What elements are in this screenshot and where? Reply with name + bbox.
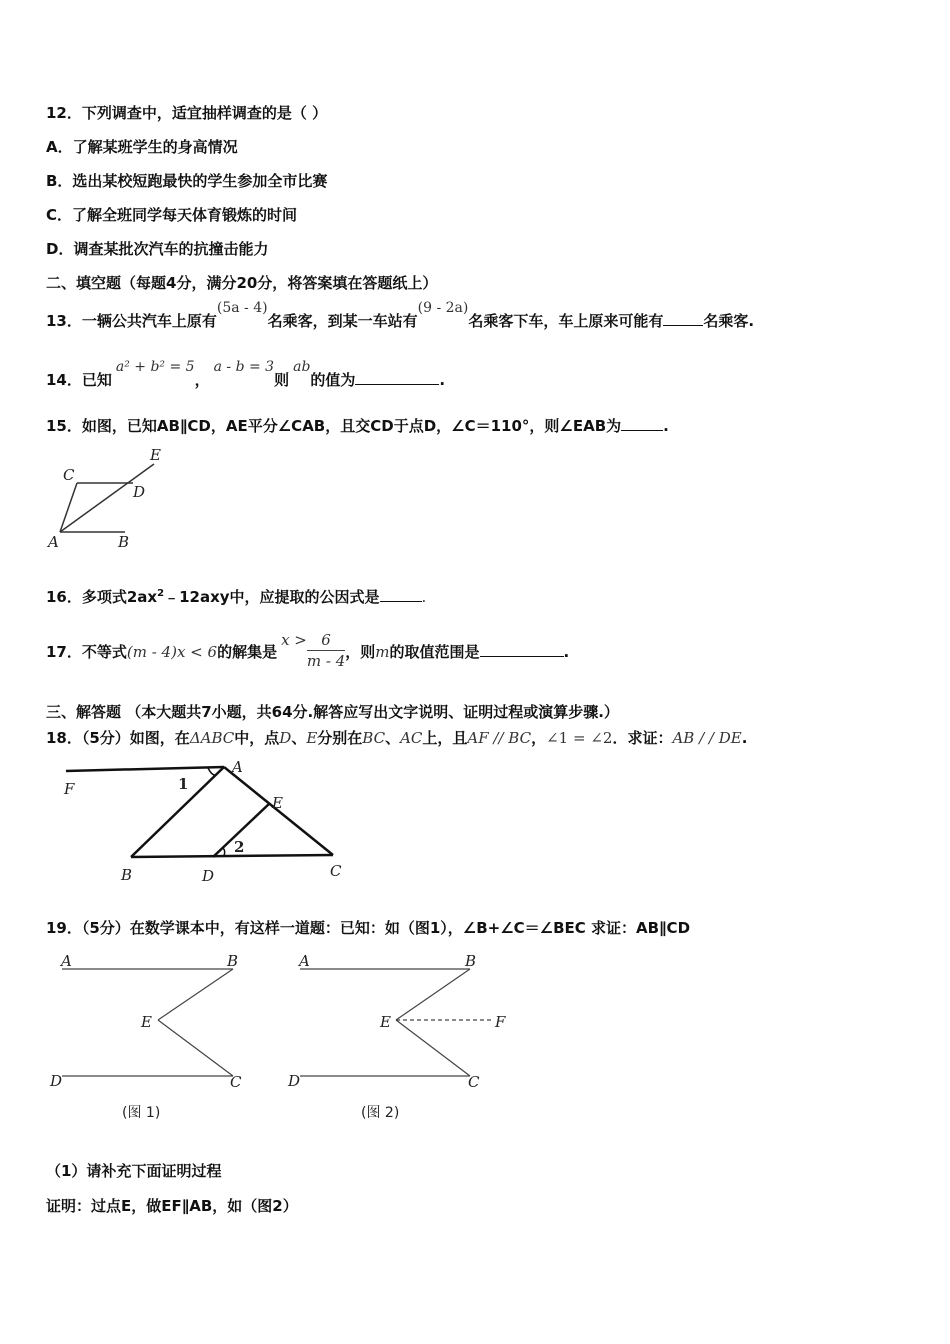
q19-fig2-label-e: E <box>380 1013 391 1031</box>
q17-end: . <box>563 643 570 661</box>
q18-sep-2: 、 <box>385 729 401 747</box>
q13-text-1: 13．一辆公共汽车上原有 <box>46 312 217 330</box>
q19-fig2-segment-ec <box>396 1020 470 1076</box>
q13-expr-2: (9 - 2a) <box>417 300 469 316</box>
q19-fig1-label-d: D <box>50 1072 63 1090</box>
q18-side-bc: BC <box>362 729 386 747</box>
q18-label-a: A <box>232 758 243 776</box>
q19-fig1-label-b: B <box>227 952 239 970</box>
q19-line: 19．（5分）在数学课本中，有这样一道题：已知：如（图1），∠B+∠C＝∠BEC 求证：AB∥CD <box>46 919 691 937</box>
q18-label-1: 1 <box>178 775 189 793</box>
q19-proof-line: 证明：过点E，做EF∥AB，如（图2） <box>46 1197 298 1215</box>
q19-fig1-caption: (图 1) <box>122 1105 161 1121</box>
q14-text-2: 则 <box>274 371 290 389</box>
q18-label-f: F <box>64 780 75 798</box>
q18-side-ac: AC <box>400 729 423 747</box>
q17-expr-1: (m - 4)x < 6 <box>126 643 218 661</box>
q18-end: . <box>741 729 748 747</box>
q15-label-d: D <box>133 483 146 501</box>
q16-end: . <box>421 588 427 606</box>
q19-fig1-label-e: E <box>141 1013 152 1031</box>
q14-text-1: 14．已知 <box>46 371 112 389</box>
q18-text-3: 分别在 <box>317 729 363 747</box>
q19-fig2-label-d: D <box>288 1072 301 1090</box>
q18-text-4: 上，且 <box>422 729 468 747</box>
q18-text-5: ．求证： <box>612 729 673 747</box>
q18-text-2: 中，点 <box>234 729 280 747</box>
q18-label-e: E <box>272 794 283 812</box>
q15-label-e: E <box>150 446 161 464</box>
q19-fig1-label-a: A <box>61 952 72 970</box>
q14-text-3: 的值为 <box>310 371 356 389</box>
q17-text-4: 的取值范围是 <box>389 643 480 661</box>
q17-text-2: 的解集是 <box>217 643 278 661</box>
q16-text-2: ﹣12axy中，应提取的公因式是 <box>164 588 380 606</box>
q15-end: . <box>663 417 669 435</box>
q17-var-m: m <box>375 643 390 661</box>
q18-label-2: 2 <box>234 838 245 856</box>
q19-fig1-label-c: C <box>230 1073 242 1091</box>
q13-expr-1: (5a - 4) <box>216 300 268 316</box>
q18-comma: ， <box>531 729 547 747</box>
q13-text-2: 名乘客，到某一车站有 <box>267 312 418 330</box>
q19-fig2-segment-be <box>396 969 470 1020</box>
q14-expr-3: ab <box>293 359 311 375</box>
q14-expr-2: a - b = 3 <box>213 359 275 375</box>
q18-point-e: E <box>306 729 318 747</box>
q18-label-d: D <box>202 867 215 885</box>
q19-fig2-label-f: F <box>495 1013 506 1031</box>
q13-text-3: 名乘客下车，车上原来可能有 <box>468 312 664 330</box>
q18-sep-1: 、 <box>291 729 307 747</box>
q13-text-4: 名乘客. <box>703 312 755 330</box>
q16-text-1: 16．多项式2ax <box>46 588 158 606</box>
q15-label-b: B <box>118 533 130 551</box>
q17-text-1: 17．不等式 <box>46 643 127 661</box>
q12-option-d: D．调查某批次汽车的抗撞击能力 <box>46 240 269 258</box>
q15-label-a: A <box>48 533 59 551</box>
q18-parallel-2: AB / / DE <box>672 729 742 747</box>
q17-lhs: x > <box>281 631 307 649</box>
q15-label-c: C <box>63 466 75 484</box>
q15-text: 15．如图，已知AB∥CD，AE平分∠CAB，且交CD于点D，∠C＝110°，则∠EAB为 <box>46 417 622 435</box>
q17-denominator: m - 4 <box>306 652 346 670</box>
q18-label-c: C <box>330 862 342 880</box>
q18-triangle: ΔABC <box>189 729 235 747</box>
q19-subquestion-1: （1）请补充下面证明过程 <box>46 1162 222 1180</box>
q19-fig2-caption: (图 2) <box>361 1105 400 1121</box>
q19-fig2-label-c: C <box>468 1073 480 1091</box>
q19-fig2-label-b: B <box>465 952 477 970</box>
q18-label-b: B <box>121 866 133 884</box>
q14-comma: ， <box>194 371 210 389</box>
q19-fig2-label-a: A <box>299 952 310 970</box>
q17-text-3: ，则 <box>345 643 376 661</box>
q18-angle-eq: ∠1 = ∠2 <box>546 729 613 747</box>
q18-text-1: 18．（5分）如图，在 <box>46 729 190 747</box>
q14-expr-1: a² + b² = 5 <box>115 359 195 375</box>
q16-superscript: 2 <box>157 588 165 599</box>
q18-point-d: D <box>279 729 292 747</box>
q14-text-4: . <box>439 371 446 389</box>
q17-numerator: 6 <box>307 630 345 651</box>
q12-option-a: A．了解某班学生的身高情况 <box>46 138 238 156</box>
q12-option-c: C．了解全班同学每天体育锻炼的时间 <box>46 206 298 224</box>
section-2-heading: 二、填空题（每题4分，满分20分，将答案填在答题纸上） <box>46 274 438 292</box>
section-3-heading: 三、解答题 （本大题共7小题，共64分.解答应写出文字说明、证明过程或演算步骤.） <box>46 703 619 721</box>
q18-parallel-1: AF // BC <box>467 729 532 747</box>
q12-stem: 12．下列调查中，适宜抽样调查的是（ ） <box>46 104 328 122</box>
q12-option-b: B．选出某校短跑最快的学生参加全市比赛 <box>46 172 328 190</box>
